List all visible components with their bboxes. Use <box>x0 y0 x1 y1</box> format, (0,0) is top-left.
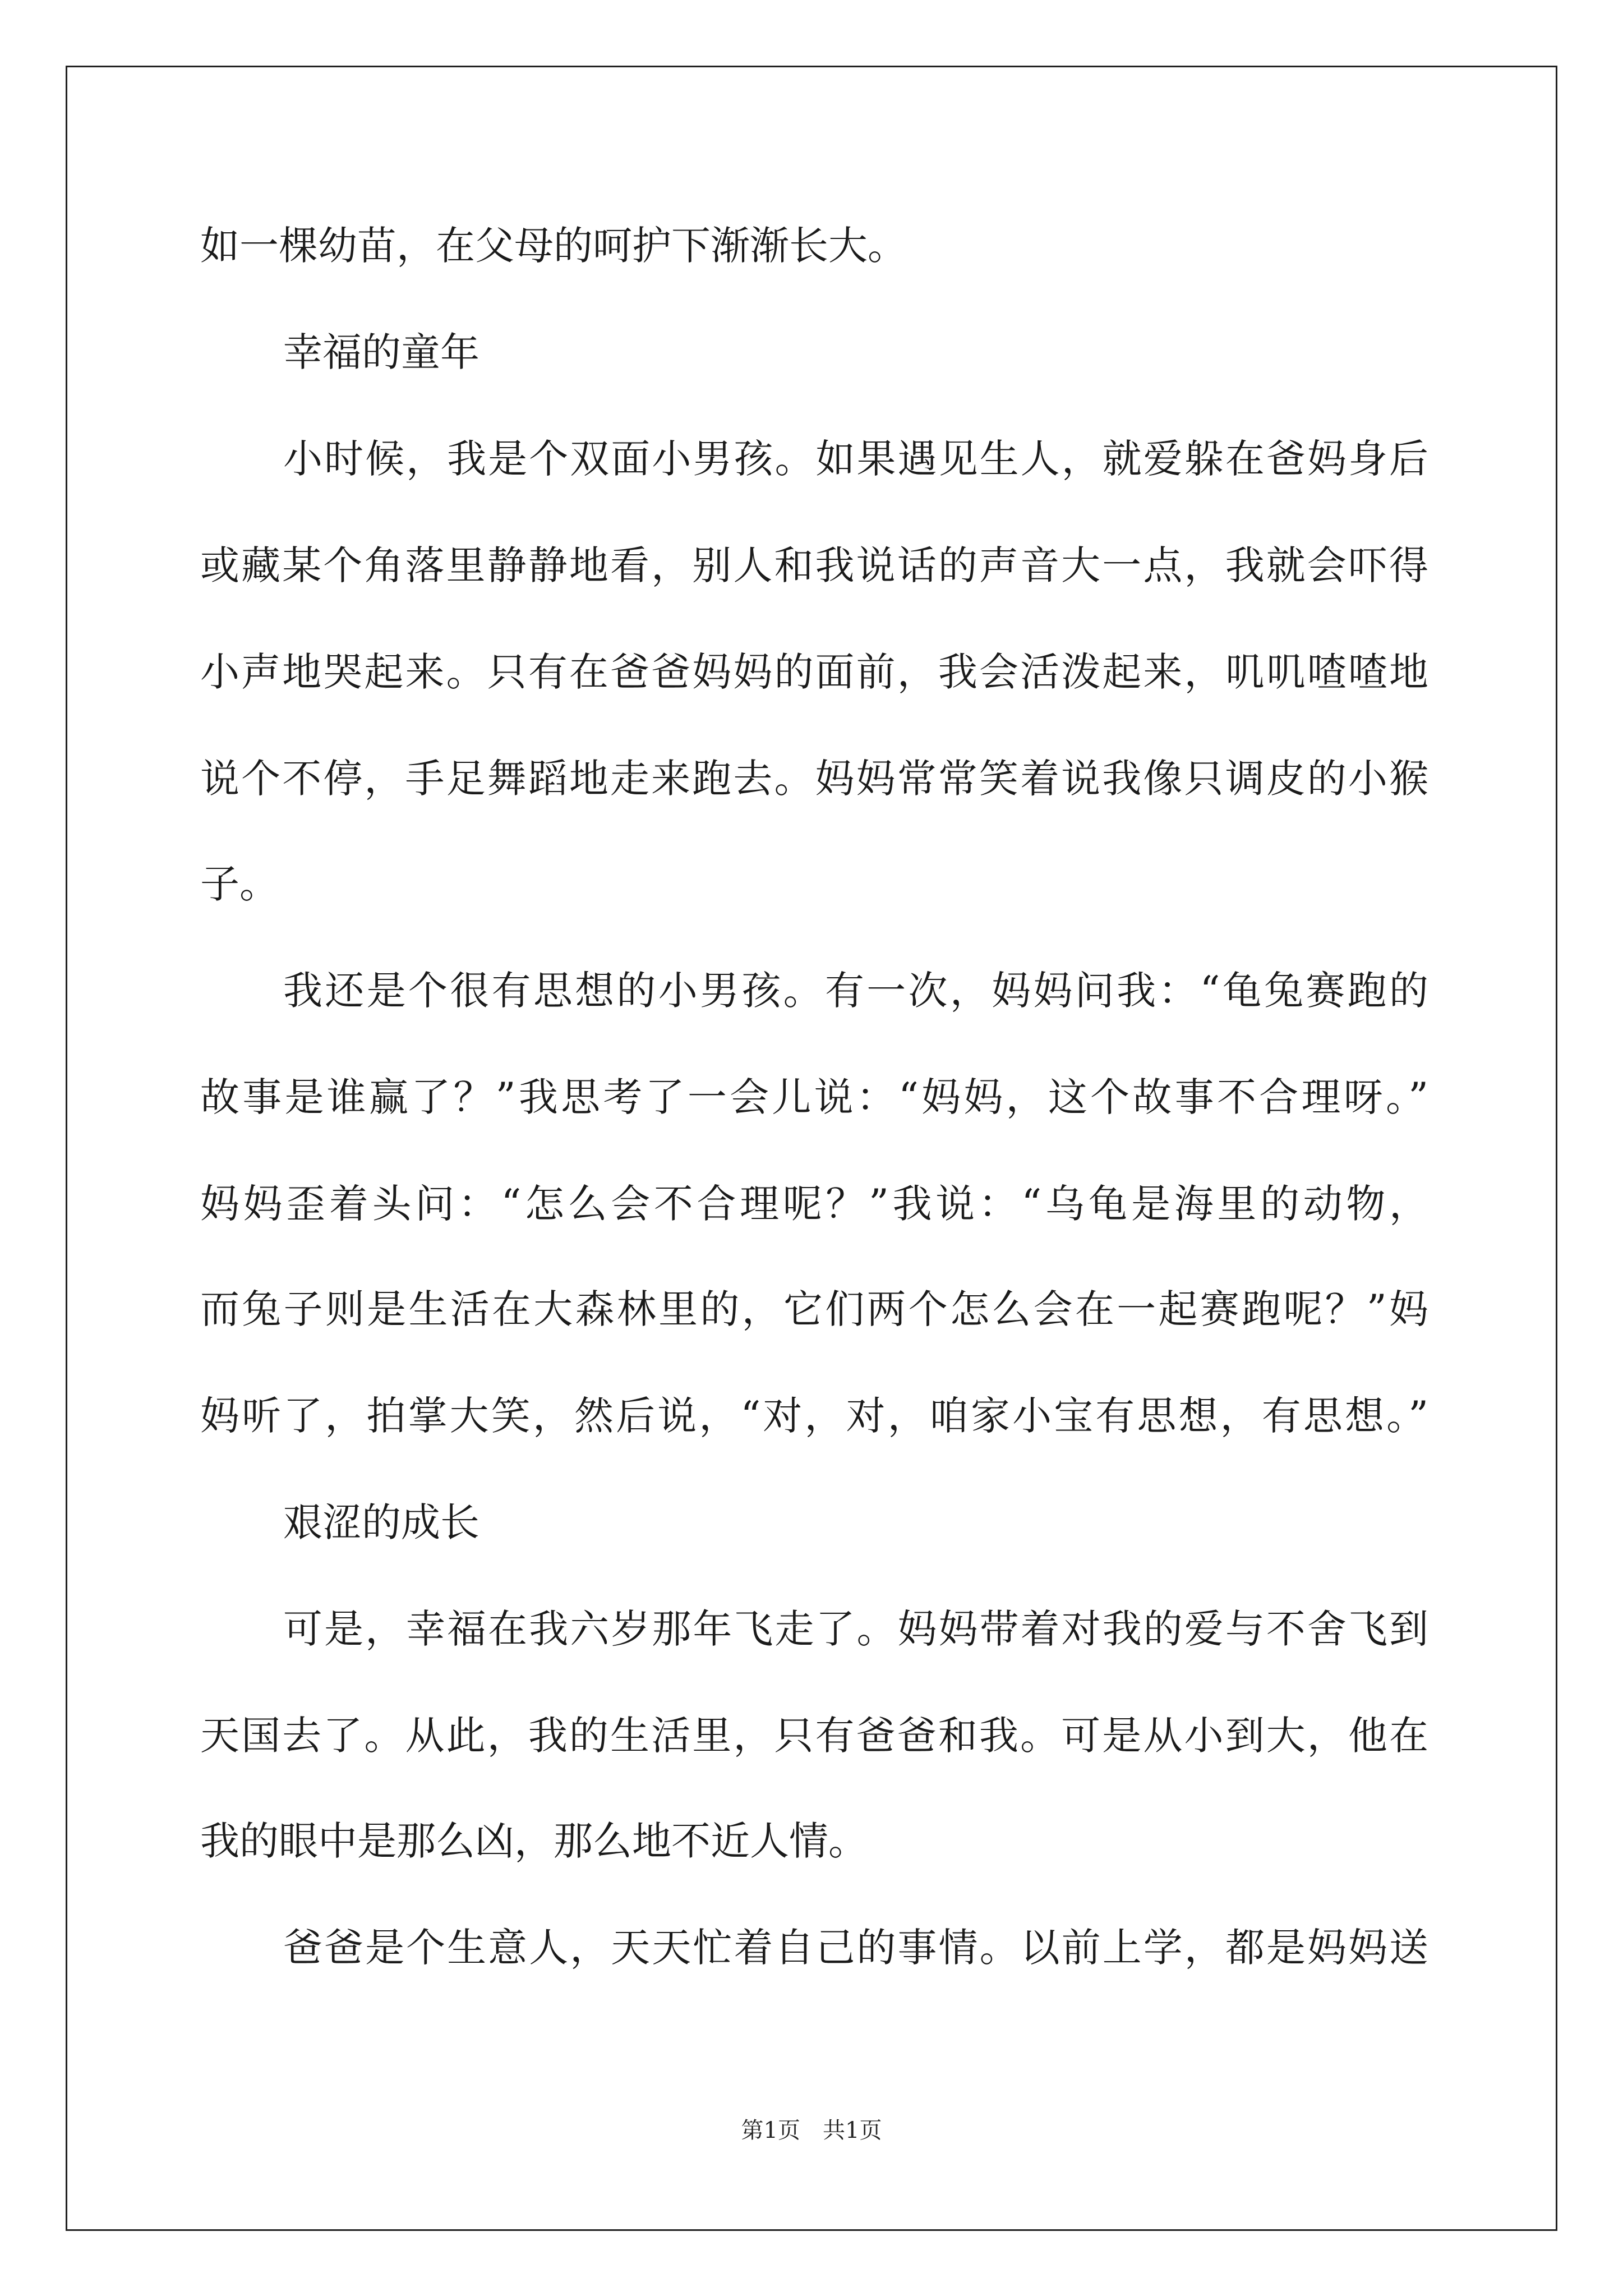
text-line: 我还是个很有思想的小男孩。有一次，妈妈问我：“龟兔赛跑的 <box>283 968 1428 1014</box>
text-line: 如一棵幼苗，在父母的呵护下渐渐长大。 <box>200 223 907 269</box>
text-line: 说个不停，手足舞蹈地走来跑去。妈妈常常笑着说我像只调皮的小猴 <box>200 756 1428 802</box>
text-line: 故事是谁赢了？”我思考了一会儿说：“妈妈，这个故事不合理呀。” <box>200 1074 1428 1120</box>
text-line: 我的眼中是那么凶，那么地不近人情。 <box>200 1818 868 1864</box>
section-heading: 幸福的童年 <box>283 329 479 375</box>
text-line: 或藏某个角落里静静地看，别人和我说话的声音大一点，我就会吓得 <box>200 542 1428 588</box>
text-line: 天国去了。从此，我的生活里，只有爸爸和我。可是从小到大，他在 <box>200 1713 1428 1759</box>
page-border <box>66 66 1557 2231</box>
text-line: 子。 <box>200 861 279 907</box>
text-line: 小声地哭起来。只有在爸爸妈妈的面前，我会活泼起来，叽叽喳喳地 <box>200 649 1428 695</box>
text-line: 可是，幸福在我六岁那年飞走了。妈妈带着对我的爱与不舍飞到 <box>283 1606 1428 1652</box>
section-heading: 艰涩的成长 <box>283 1499 479 1545</box>
text-line: 妈听了，拍掌大笑，然后说，“对，对，咱家小宝有思想，有思想。” <box>200 1393 1428 1439</box>
text-line: 小时候，我是个双面小男孩。如果遇见生人，就爱躲在爸妈身后 <box>283 436 1428 482</box>
text-line: 而兔子则是生活在大森林里的，它们两个怎么会在一起赛跑呢？”妈 <box>200 1286 1428 1332</box>
text-line: 爸爸是个生意人，天天忙着自己的事情。以前上学，都是妈妈送 <box>283 1925 1428 1971</box>
page-number-footer: 第1页 共1页 <box>741 2118 882 2143</box>
text-line: 妈妈歪着头问：“怎么会不合理呢？”我说：“乌龟是海里的动物， <box>200 1181 1428 1227</box>
